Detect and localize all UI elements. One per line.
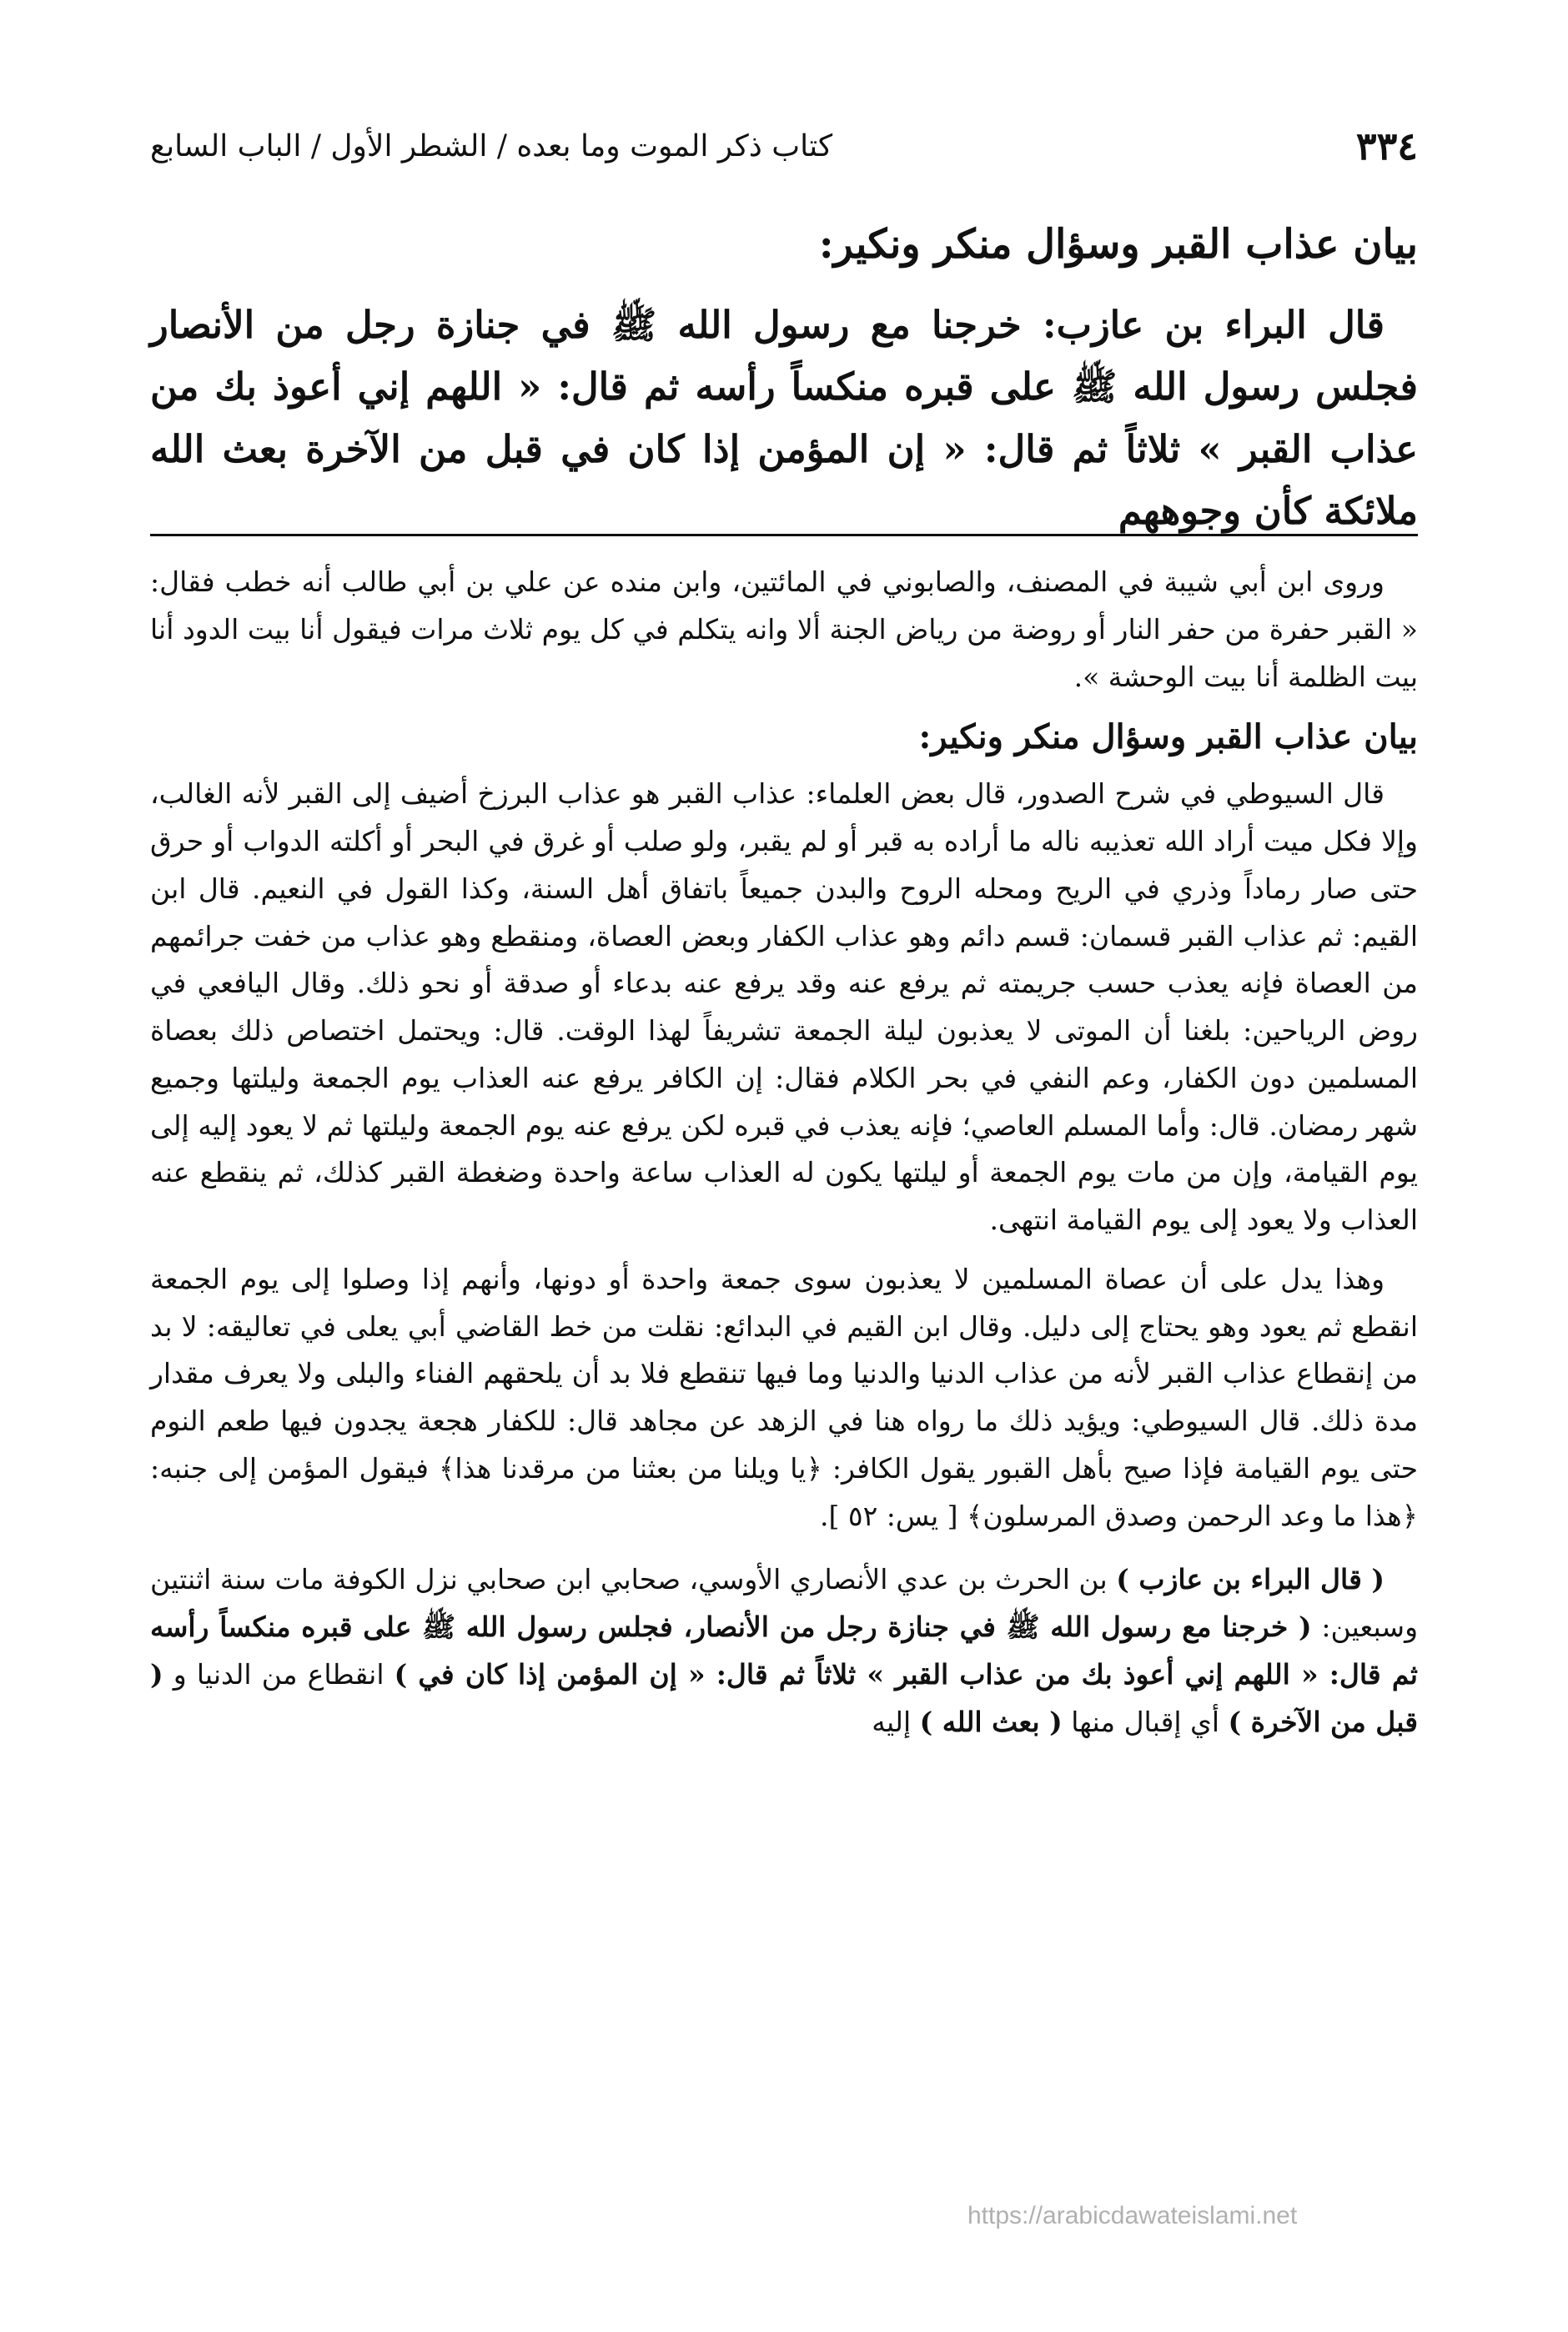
page-number: ٣٣٤ <box>1355 123 1418 168</box>
main-text-block <box>150 217 1418 542</box>
running-title: كتاب ذكر الموت وما بعده / الشطر الأول / الباب السابع <box>150 128 833 163</box>
sharh-paragraph <box>150 1556 1418 1746</box>
commentary-heading: بيان عذاب القبر وسؤال منكر ونكير: <box>918 717 1418 757</box>
sharh-text: إليه <box>872 1705 920 1738</box>
section-heading: بيان عذاب القبر وسؤال منكر ونكير: <box>818 221 1418 268</box>
main-text: قال البراء بن عازب: خرجنا مع رسول الله ﷺ في جنازة رجل من الأنصار فجلس رسول الله ﷺ على قبره منكساً رأسه ثم قال: « اللهم إني أعوذ بك من عذاب القبر » ثلاثاً ثم قال: « إن المؤمن إذا كان في قبل من الآخرة بعث الله ملائكة كأن وجوههم <box>150 303 1418 533</box>
commentary-paragraph: قال السيوطي في شرح الصدور، قال بعض العلماء: عذاب القبر هو عذاب البرزخ أضيف إلى القبر لأنه الغالب، وإلا فكل ميت أراد الله تعذيبه ناله ما أراده به قبر أو لم يقبر، ولو صلب أو غرق في البحر أو أكلته الدواب أو حرق حتى صار رماداً وذري في الريح ومحله الروح والبدن جميعاً باتفاق أهل السنة، وكذا القول في النعيم. قال ابن القيم: ثم عذاب القبر قسمان: قسم دائم وهو عذاب الكفار وبعض العصاة، ومنقطع وهو عذاب من خفت جرائمهم من العصاة فإنه يعذب حسب جريمته ثم يرفع عنه وقد يرفع عنه بدعاء أو صدقة أو نحو ذلك. وقال اليافعي في روض الرياحين: بلغنا أن الموتى لا يعذبون ليلة الجمعة تشريفاً لهذا الوقت. قال: ويحتمل اختصاص ذلك بعصاة المسلمين دون الكفار، وعم النفي في بحر الكلام فقال: إن الكافر يرفع عنه العذاب يوم الجمعة وليلتها وجميع شهر رمضان. قال: وأما المسلم العاصي؛ فإنه يعذب في قبره لكن يرفع عنه يوم الجمعة وليلتها ثم لا يعود إليه إلى يوم القيامة، وإن من مات يوم الجمعة أو ليلتها يكون له العذاب ساعة واحدة وضغطة القبر كذلك، ثم ينقطع عنه العذاب ولا يعود إلى يوم القيامة انتهى. <box>150 777 1418 1236</box>
commentary-paragraph: وروى ابن أبي شيبة في المصنف، والصابوني في المائتين، وابن منده عن علي بن أبي طالب أنه خطب فقال: « القبر حفرة من حفر النار أو روضة من رياض الجنة ألا وانه يتكلم في كل يوم ثلاث مرات فيقول أنا بيت الدود أنا بيت الظلمة أنا بيت الوحشة ». <box>150 565 1418 693</box>
watermark-url: https://arabicdawateislami.net <box>967 2202 1298 2229</box>
separator-rule <box>150 534 1418 536</box>
sharh-text: بن الحرث بن عدي الأنصاري الأوسي، صحابي ابن صحابي نزل الكوفة مات سنة اثنتين وسبعين: <box>150 1563 1418 1643</box>
quoted-text: ( خرجنا مع رسول الله ﷺ في جنازة رجل من الأنصار، فجلس رسول الله ﷺ على قبره منكساً رأسه ثم قال: « اللهم إني أعوذ بك من عذاب القبر » ثلاثاً ثم قال: « إن المؤمن إذا كان في ) <box>150 1611 1418 1691</box>
sharh-text: أي إقبال منها <box>1062 1705 1229 1738</box>
quoted-text: ( قبل من الآخرة ) <box>150 1657 1418 1738</box>
commentary-block <box>150 559 1418 1757</box>
sharh-text: انقطاع من الدنيا و <box>163 1657 395 1691</box>
quoted-text: ( قال البراء بن عازب ) <box>1116 1563 1385 1596</box>
quoted-text: ( بعث الله ) <box>919 1705 1063 1738</box>
page-header <box>150 117 1418 175</box>
commentary-paragraph: وهذا يدل على أن عصاة المسلمين لا يعذبون سوى جمعة واحدة أو دونها، وأنهم إذا وصلوا إلى يوم الجمعة انقطع ثم يعود وهو يحتاج إلى دليل. وقال ابن القيم في البدائع: نقلت من خط القاضي أبي يعلى في تعاليقه: لا بد من إنقطاع عذاب القبر لأنه من عذاب الدنيا والدنيا وما فيها تنقطع فلا بد أن يلحقهم الفناء والبلى ولا يعرف مقدار مدة ذلك. قال السيوطي: ويؤيد ذلك ما رواه هنا في الزهد عن مجاهد قال: للكفار هجعة يجدون فيها طعم النوم حتى يوم القيامة فإذا صيح بأهل القبور يقول الكافر: ﴿يا ويلنا من بعثنا من مرقدنا هذا﴾ فيقول المؤمن إلى جنبه: ﴿هذا ما وعد الرحمن وصدق المرسلون﴾ [ يس: ٥٢ ]. <box>150 1262 1418 1532</box>
